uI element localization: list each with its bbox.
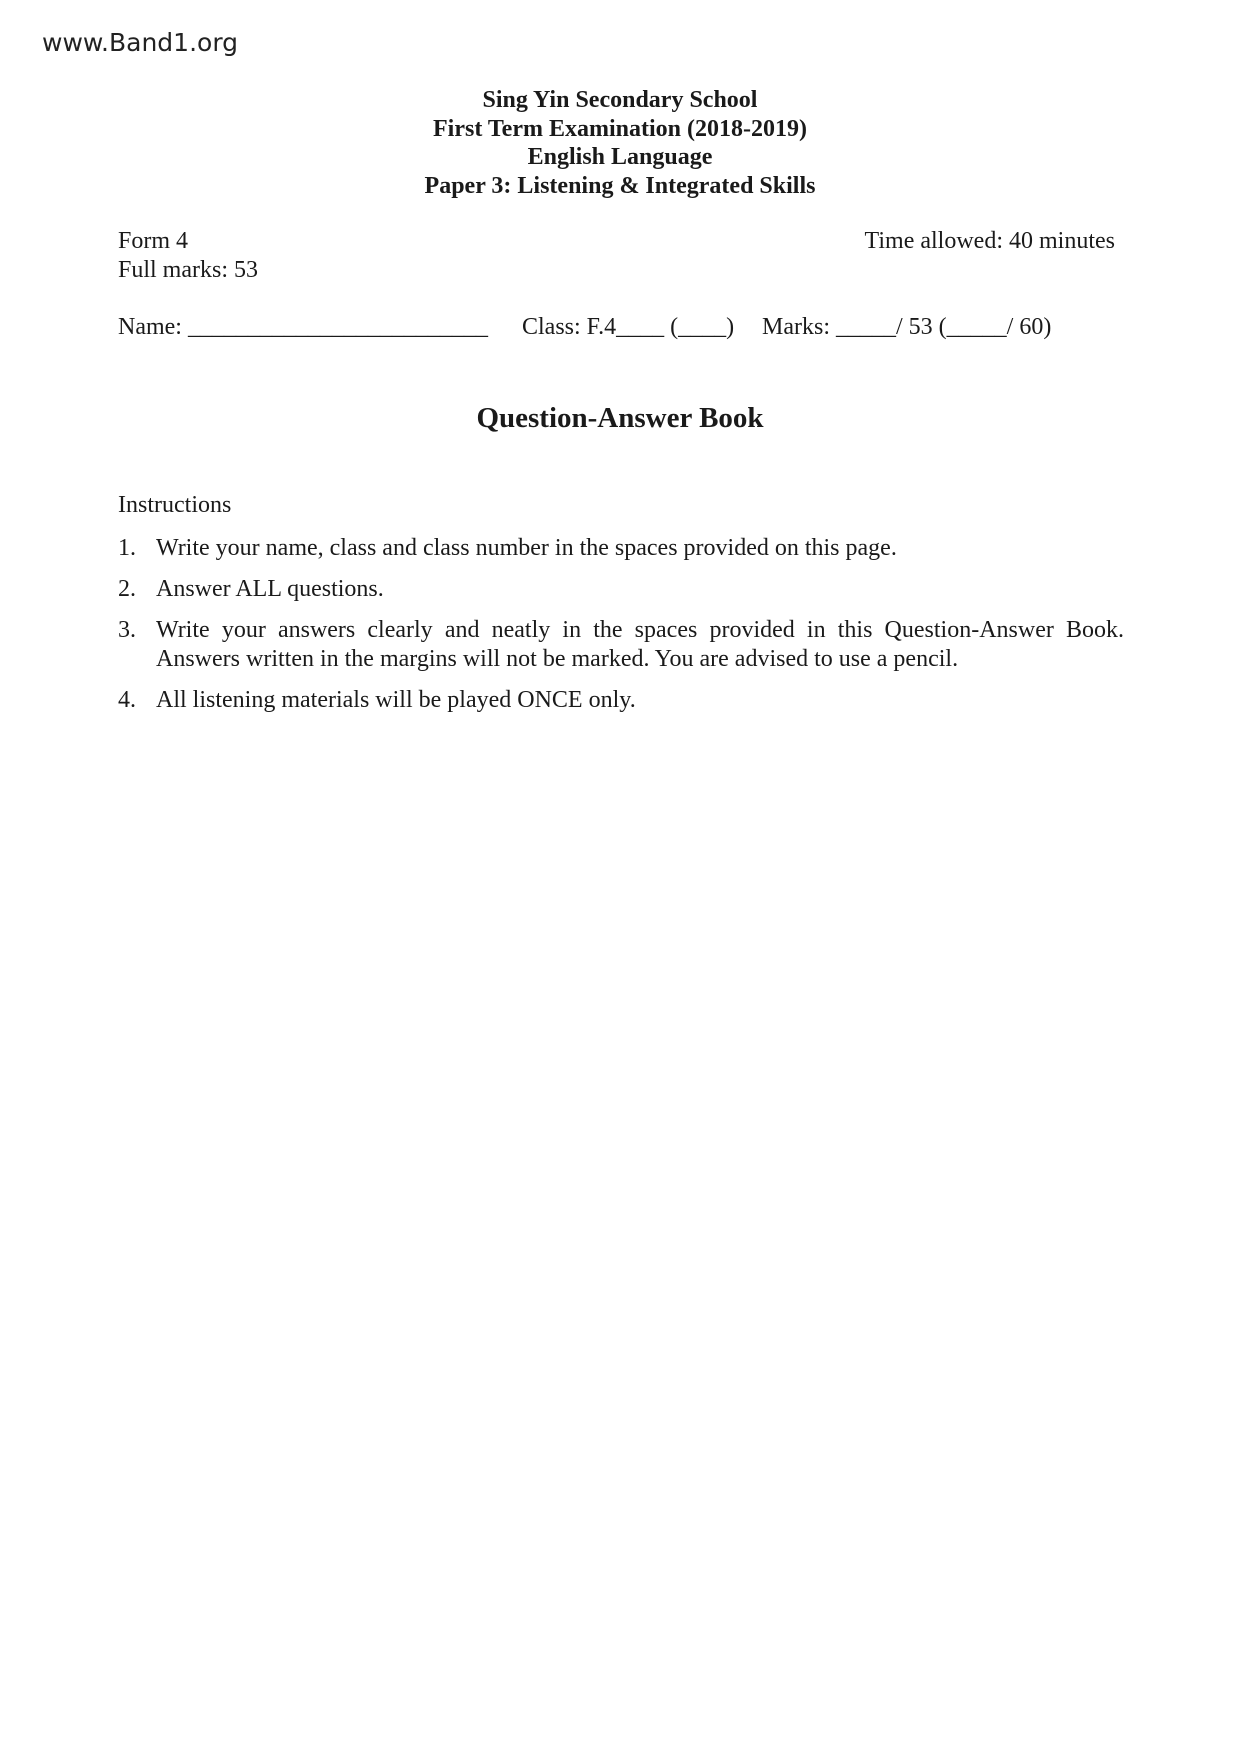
name-blank[interactable]: _________________________: [187, 314, 488, 340]
form-level: Form 4: [118, 228, 189, 254]
name-label: Name:: [118, 314, 182, 340]
time-allowed: Time allowed: 40 minutes: [864, 228, 1115, 254]
book-title: Question-Answer Book: [476, 402, 764, 434]
marks-field[interactable]: Marks: _____/ 53 (_____/ 60): [762, 314, 1052, 340]
class-field[interactable]: Class: F.4____ (____): [522, 314, 735, 340]
item-text: Write your name, class and class number in the spaces provided on this page.: [156, 535, 897, 561]
item-text: Write your answers clearly and neatly in the spaces provided in this Question-Answer Book. Answers written in the margins will not be marked. You are advised to use a pencil.: [156, 617, 1124, 672]
name-field[interactable]: [118, 314, 488, 341]
exam-header: [0, 86, 1240, 200]
paper-title: Paper 3: Listening & Integrated Skills: [424, 172, 816, 199]
subject-title: English Language: [527, 144, 713, 170]
instructions-heading: Instructions: [118, 492, 232, 518]
full-marks: Full marks: 53: [118, 257, 259, 283]
item-number: 3.: [118, 617, 136, 643]
exam-title: First Term Examination (2018-2019): [433, 115, 807, 142]
watermark: www.Band1.org: [42, 28, 239, 57]
item-text: Answer ALL questions.: [156, 576, 384, 602]
item-number: 2.: [118, 576, 136, 602]
item-number: 4.: [118, 687, 136, 713]
school-name: Sing Yin Secondary School: [482, 87, 758, 113]
item-text: All listening materials will be played ONCE only.: [156, 687, 636, 713]
item-number: 1.: [118, 535, 136, 561]
